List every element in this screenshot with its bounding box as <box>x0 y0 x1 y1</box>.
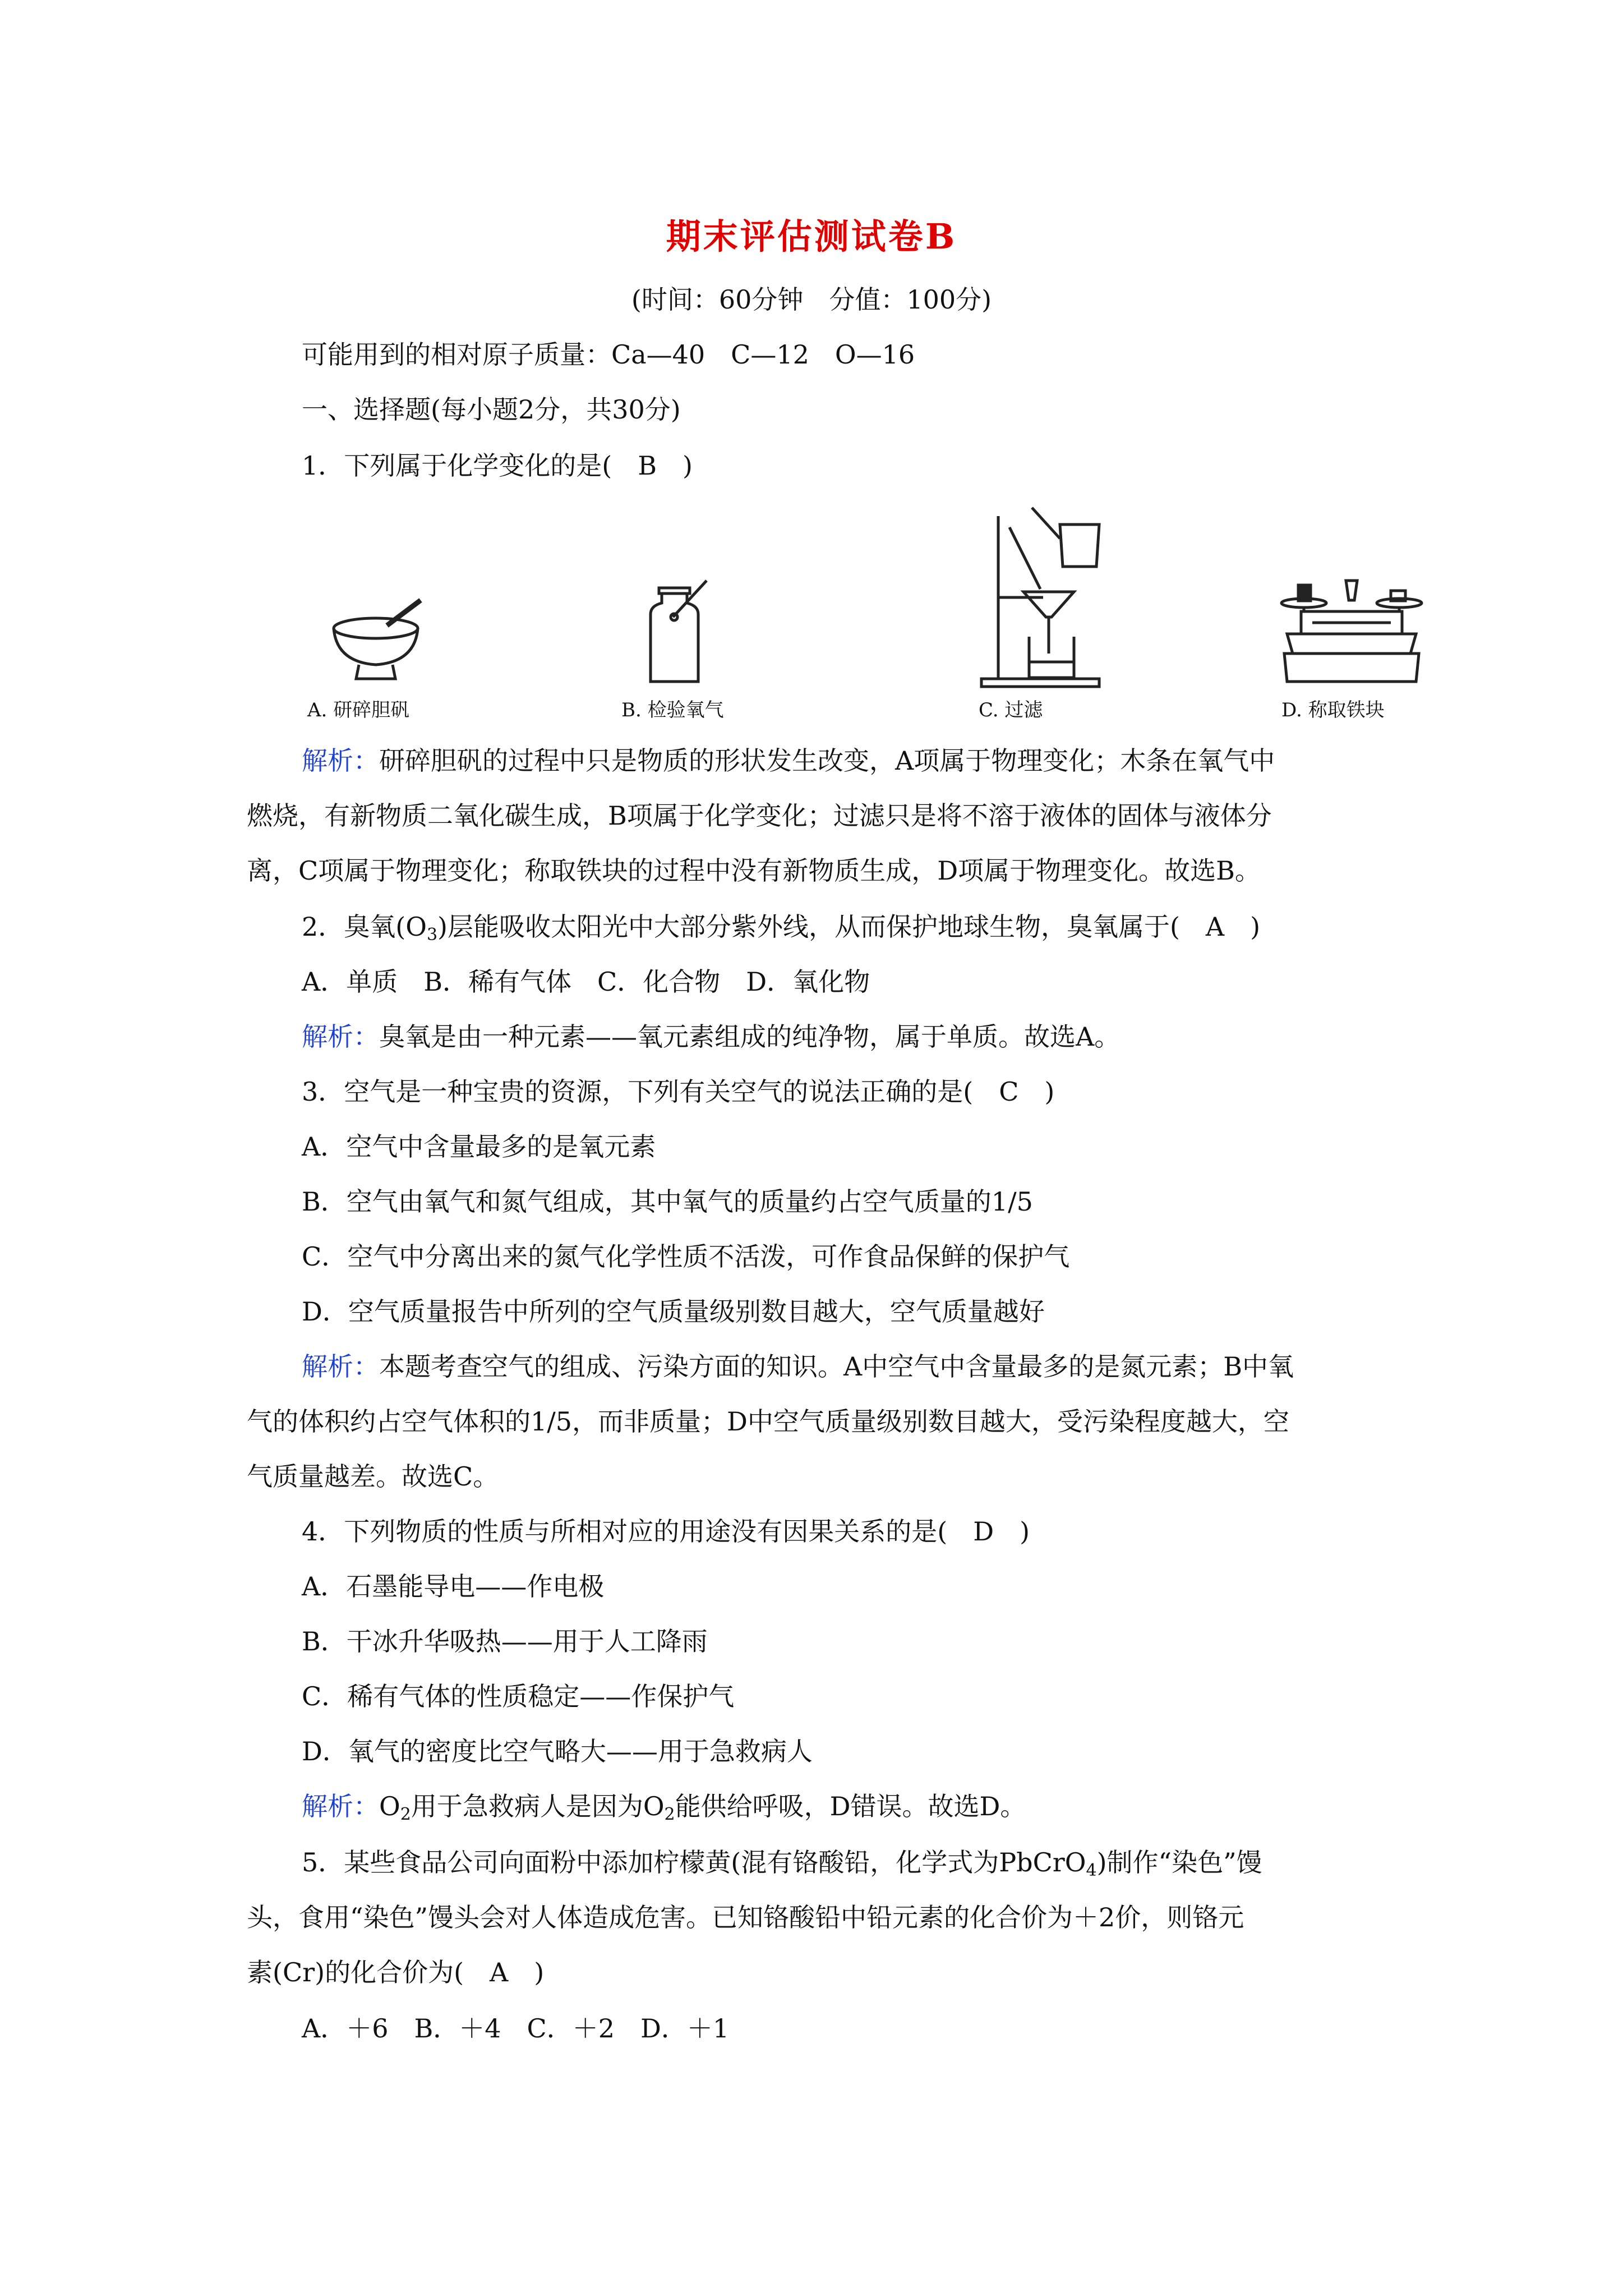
figure-label-c: C. 过滤 <box>979 699 1043 721</box>
q1-analysis-text-1: 研碎胆矾的过程中只是物质的形状发生改变，A项属于物理变化；木条在氧气中 <box>379 746 1275 776</box>
q2-stem-sub: 3 <box>426 925 438 945</box>
page-title: 期末评估测试卷B <box>666 216 957 257</box>
q2-stem-a: 2．臭氧(O <box>302 912 427 942</box>
gas-bottle-figure <box>639 578 718 690</box>
section-heading: 一、选择题(每小题2分，共30分) <box>302 394 681 425</box>
q3-analysis-line-2: 气的体积约占空气体积的1/5，而非质量；D中空气质量级别数目越大，受污染程度越大，空 <box>247 1406 1289 1437</box>
q4-analysis-a: O <box>379 1791 400 1821</box>
q5-stem-line-3: 素(Cr)的化合价为( A ) <box>247 1957 545 1987</box>
q3-analysis-line-1 <box>302 1350 1294 1383</box>
q4-analysis-sub-1: 2 <box>400 1805 411 1824</box>
q1-analysis-line-1 <box>302 744 1275 777</box>
q4-option-c: C．稀有气体的性质稳定——作保护气 <box>302 1681 735 1711</box>
balance-scale-figure <box>1279 569 1424 687</box>
filtration-figure <box>976 494 1110 690</box>
exam-time-score: (时间：60分钟 分值：100分) <box>631 284 992 315</box>
q2-options: A．单质 B．稀有气体 C．化合物 D．氧化物 <box>302 967 870 997</box>
q4-option-a: A．石墨能导电——作电极 <box>302 1571 605 1602</box>
q3-analysis-text-1: 本题考查空气的组成、污染方面的知识。A中空气中含量最多的是氮元素；B中氧 <box>379 1351 1294 1382</box>
q5-stem-1b: )制作“染色”馒 <box>1096 1847 1262 1878</box>
q4-analysis-c: 能供给呼吸，D错误。故选D。 <box>675 1791 1026 1821</box>
q5-stem-sub: 4 <box>1086 1861 1097 1880</box>
figure-label-b: B. 检验氧气 <box>621 699 724 721</box>
q5-options: A．＋6 B．＋4 C．＋2 D．＋1 <box>302 2013 730 2044</box>
analysis-label: 解析： <box>302 1351 379 1382</box>
q5-stem-line-1 <box>302 1846 1262 1879</box>
q1-stem: 1．下列属于化学变化的是( B ) <box>302 450 693 481</box>
analysis-label: 解析： <box>302 1791 379 1821</box>
q3-option-b: B．空气由氧气和氮气组成，其中氧气的质量约占空气质量的1/5 <box>302 1186 1033 1217</box>
atomic-mass-note: 可能用到的相对原子质量：Ca—40 C—12 O—16 <box>302 339 915 370</box>
q2-stem-b: )层能吸收太阳光中大部分紫外线，从而保护地球生物，臭氧属于( A ) <box>437 912 1261 942</box>
q3-stem: 3．空气是一种宝贵的资源，下列有关空气的说法正确的是( C ) <box>302 1076 1055 1107</box>
q4-option-b: B．干冰升华吸热——用于人工降雨 <box>302 1626 708 1657</box>
figure-label-a: A. 研碎胆矾 <box>307 699 410 721</box>
q1-analysis-line-2: 燃烧，有新物质二氧化碳生成，B项属于化学变化；过滤只是将不溶于液体的固体与液体分 <box>247 800 1272 831</box>
q5-stem-1a: 5．某些食品公司向面粉中添加柠檬黄(混有铬酸铅，化学式为PbCrO <box>302 1847 1086 1878</box>
analysis-label: 解析： <box>302 1022 379 1052</box>
q3-option-a: A．空气中含量最多的是氧元素 <box>302 1131 656 1162</box>
mortar-pestle-figure <box>325 595 437 684</box>
q1-analysis-line-3: 离，C项属于物理变化；称取铁块的过程中没有新物质生成，D项属于物理变化。故选B。 <box>247 855 1261 886</box>
q2-analysis-text: 臭氧是由一种元素——氧元素组成的纯净物，属于单质。故选A。 <box>379 1022 1121 1052</box>
q2-stem <box>302 910 1260 944</box>
figure-label-d: D. 称取铁块 <box>1281 699 1385 721</box>
q3-analysis-line-3: 气质量越差。故选C。 <box>247 1461 499 1492</box>
q2-analysis <box>302 1020 1120 1053</box>
q4-analysis-b: 用于急救病人是因为O <box>411 1791 665 1821</box>
q3-option-c: C．空气中分离出来的氮气化学性质不活泼，可作食品保鲜的保护气 <box>302 1241 1070 1272</box>
q5-stem-line-2: 头，食用“染色”馒头会对人体造成危害。已知铬酸铅中铅元素的化合价为＋2价，则铬元 <box>247 1902 1244 1932</box>
q4-option-d: D．氧气的密度比空气略大——用于急救病人 <box>302 1736 813 1766</box>
analysis-label: 解析： <box>302 746 379 776</box>
q4-analysis <box>302 1789 1026 1823</box>
q4-analysis-sub-2: 2 <box>664 1805 675 1824</box>
q3-option-d: D．空气质量报告中所列的空气质量级别数目越大，空气质量越好 <box>302 1296 1045 1327</box>
q4-stem: 4．下列物质的性质与所相对应的用途没有因果关系的是( D ) <box>302 1516 1030 1547</box>
